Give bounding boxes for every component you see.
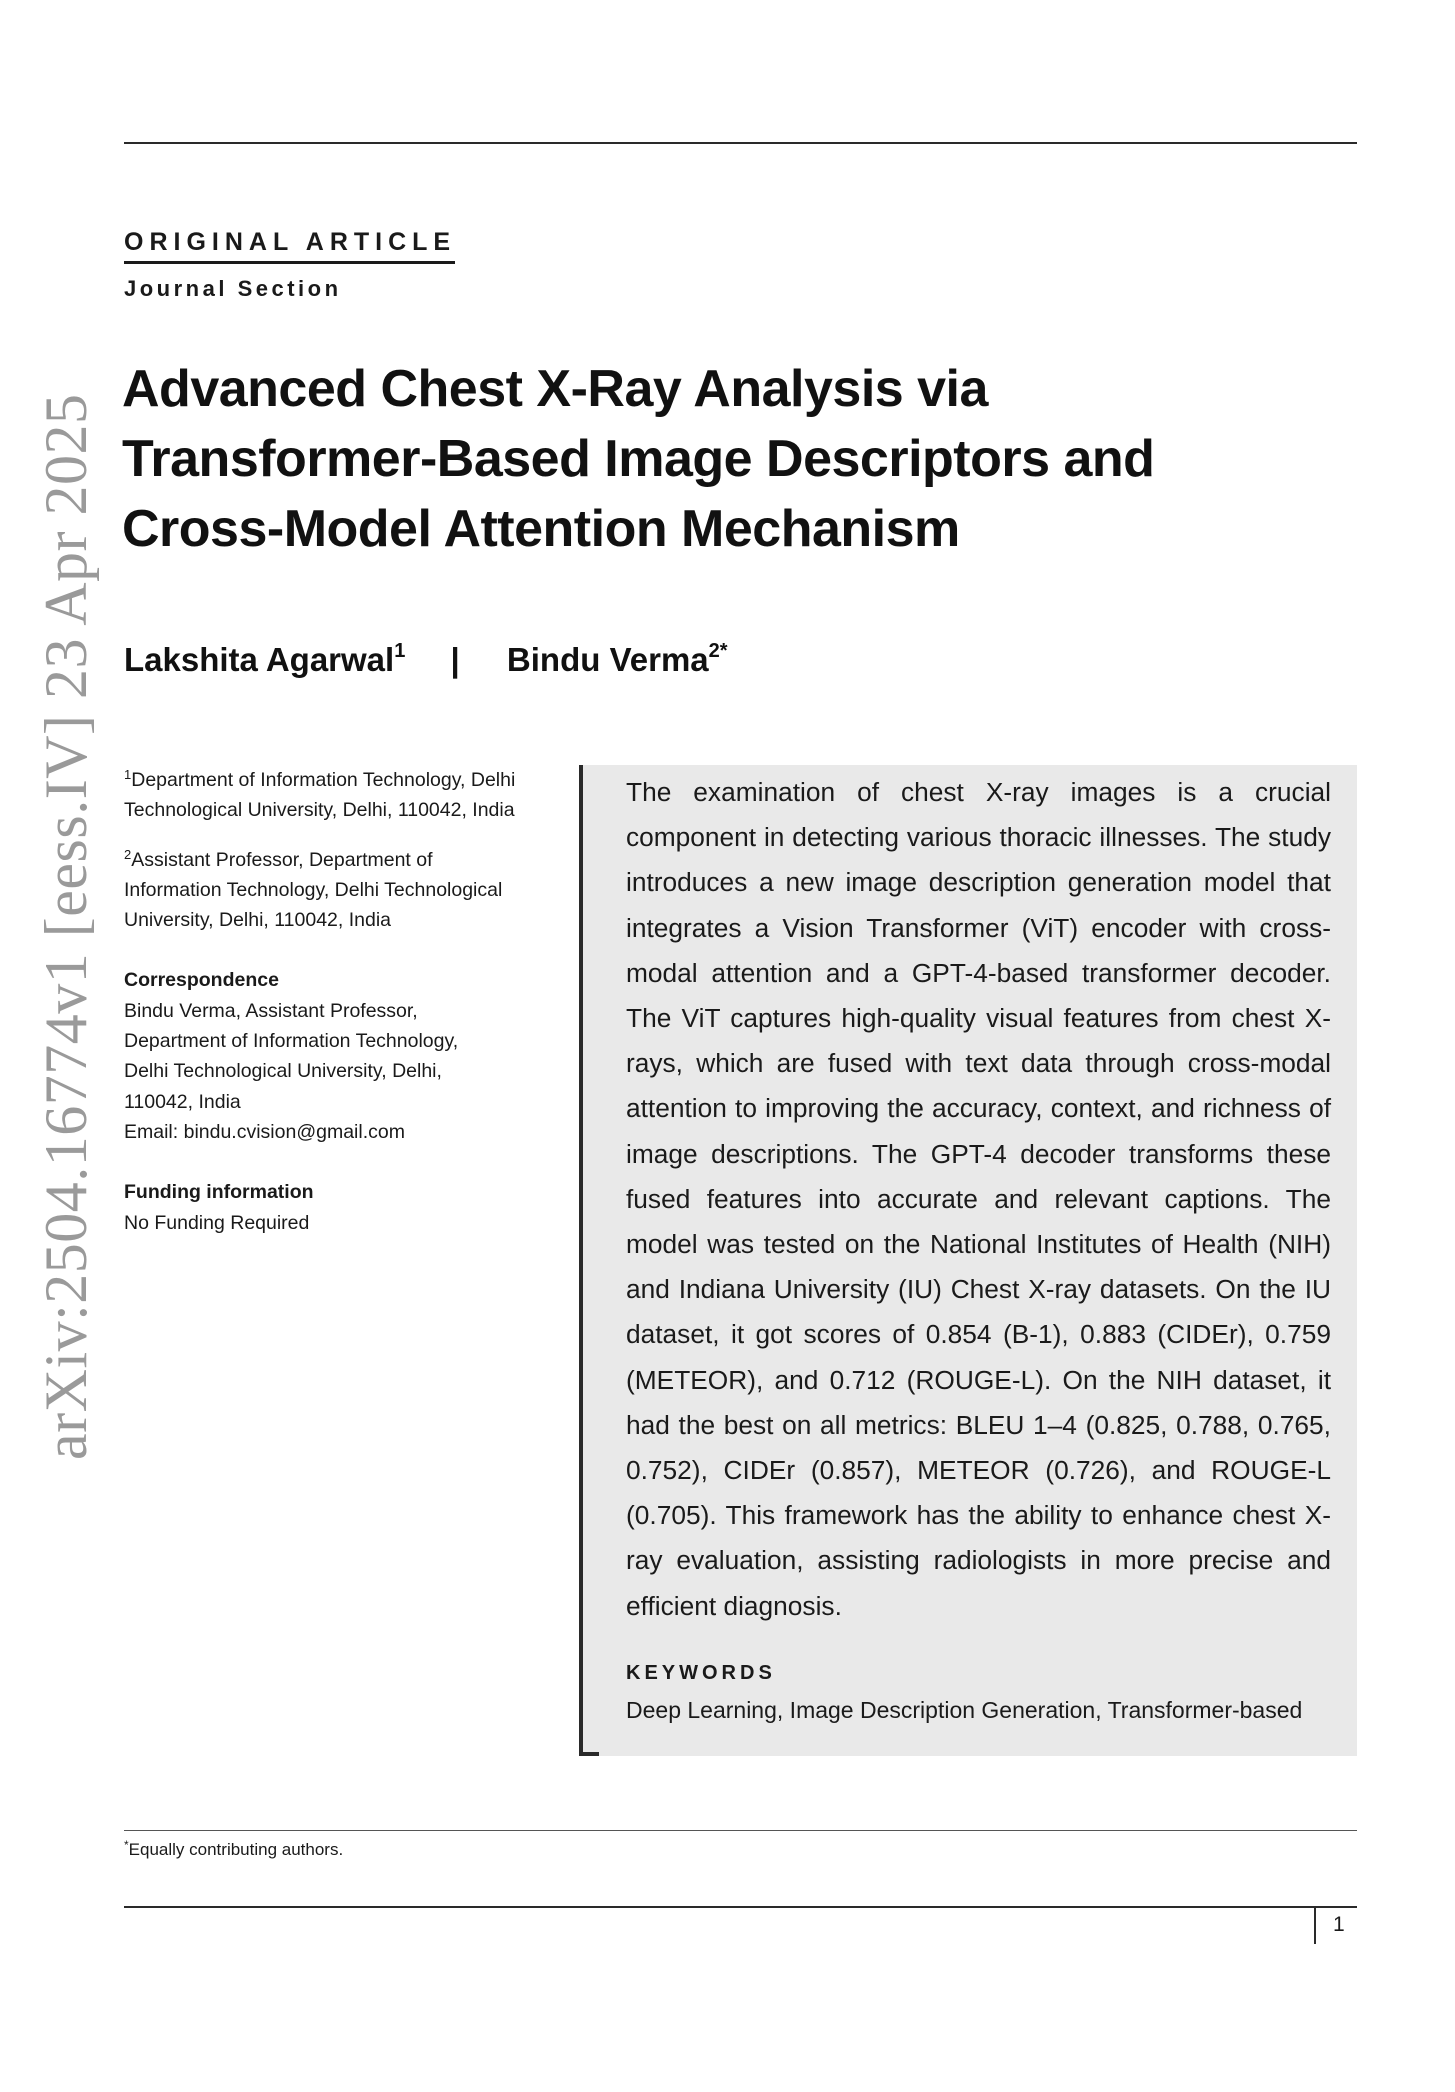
author-list [124, 640, 728, 679]
title-line-2: Transformer-Based Image Descriptors and [122, 430, 1155, 488]
title-line-3: Cross-Model Attention Mechanism [122, 500, 960, 558]
correspondence-line-3: Delhi Technological University, Delhi, [124, 1060, 442, 1083]
paper-title [122, 354, 1322, 564]
correspondence-line-4: 110042, India [124, 1090, 241, 1113]
affiliation-2-text: Assistant Professor, Department of Information Technology, Delhi Technological University, Delhi, 110042, India [124, 848, 503, 932]
correspondence-block [124, 965, 524, 1147]
page-number: 1 [1333, 1913, 1345, 1936]
abstract-left-bar [579, 765, 583, 1756]
top-rule [124, 142, 1357, 144]
author-2-name: Bindu Verma [506, 641, 709, 678]
footnote-sup: * [124, 1838, 129, 1852]
affiliation-1 [124, 760, 524, 826]
funding-heading: Funding information [124, 1181, 314, 1204]
keywords-text: Deep Learning, Image Description Generation, Transformer-based [626, 1697, 1303, 1723]
funding-block [124, 1177, 524, 1238]
affiliation-1-sup: 1 [124, 767, 132, 782]
footnote-rule [124, 1830, 1357, 1831]
page-number-tick [1314, 1906, 1316, 1944]
author-1-sup: 1 [394, 640, 406, 662]
arxiv-stamp: arXiv:2504.16774v1 [eess.IV] 23 Apr 2025 [33, 393, 99, 1460]
abstract-bar-base [579, 1752, 599, 1756]
bottom-rule [124, 1906, 1357, 1908]
footnote-text: Equally contributing authors. [128, 1840, 344, 1859]
affiliation-2 [124, 840, 524, 936]
abstract-text: The examination of chest X-ray images is a crucial component in detecting various thoracic illnesses. The study introduces a new image description generation model that integrates a Vision Transformer (ViT) encoder with cross-modal attention and a GPT-4-based transformer decoder. The ViT captures high-quality visual features from chest X-rays, which are fused with text data through cross-modal attention to improving the accuracy, context, and richness of image descriptions. The GPT-4 decoder transforms these fused features into accurate and relevant captions. The model was tested on the National Institutes of Health (NIH) and Indiana University (IU) Chest X-ray datasets. On the IU dataset, it got scores of 0.854 (B-1), 0.883 (CIDEr), 0.759 (METEOR), and 0.712 (ROUGE-L). On the NIH dataset, it had the best on all metrics: BLEU 1–4 (0.825, 0.788, 0.765, 0.752), CIDEr (0.857), METEOR (0.726), and ROUGE-L (0.705). This framework has the ability to enhance chest X-ray evaluation, assisting radiologists in more precise and efficient diagnosis. [626, 777, 1331, 1621]
correspondence-heading: Correspondence [124, 969, 279, 992]
author-1-name: Lakshita Agarwal [124, 641, 395, 678]
correspondence-email[interactable]: Email: bindu.cvision@gmail.com [124, 1120, 405, 1143]
author-separator: | [450, 641, 460, 678]
footnote [124, 1838, 343, 1860]
article-type-underline [124, 261, 455, 264]
sidebar-info [124, 760, 524, 1238]
affiliation-2-sup: 2 [124, 846, 132, 862]
correspondence-line-1: Bindu Verma, Assistant Professor, [124, 999, 418, 1022]
affiliation-1-text: Department of Information Technology, Delhi Technological University, Delhi, 110042, India [124, 769, 516, 822]
journal-section: Journal Section [124, 276, 342, 301]
article-type: ORIGINAL ARTICLE [124, 228, 457, 256]
correspondence-line-2: Department of Information Technology, [124, 1030, 459, 1053]
keywords-label: KEYWORDS [626, 1662, 776, 1684]
funding-text: No Funding Required [124, 1211, 310, 1234]
title-line-1: Advanced Chest X-Ray Analysis via [122, 360, 988, 418]
author-2-sup: 2* [708, 640, 728, 662]
